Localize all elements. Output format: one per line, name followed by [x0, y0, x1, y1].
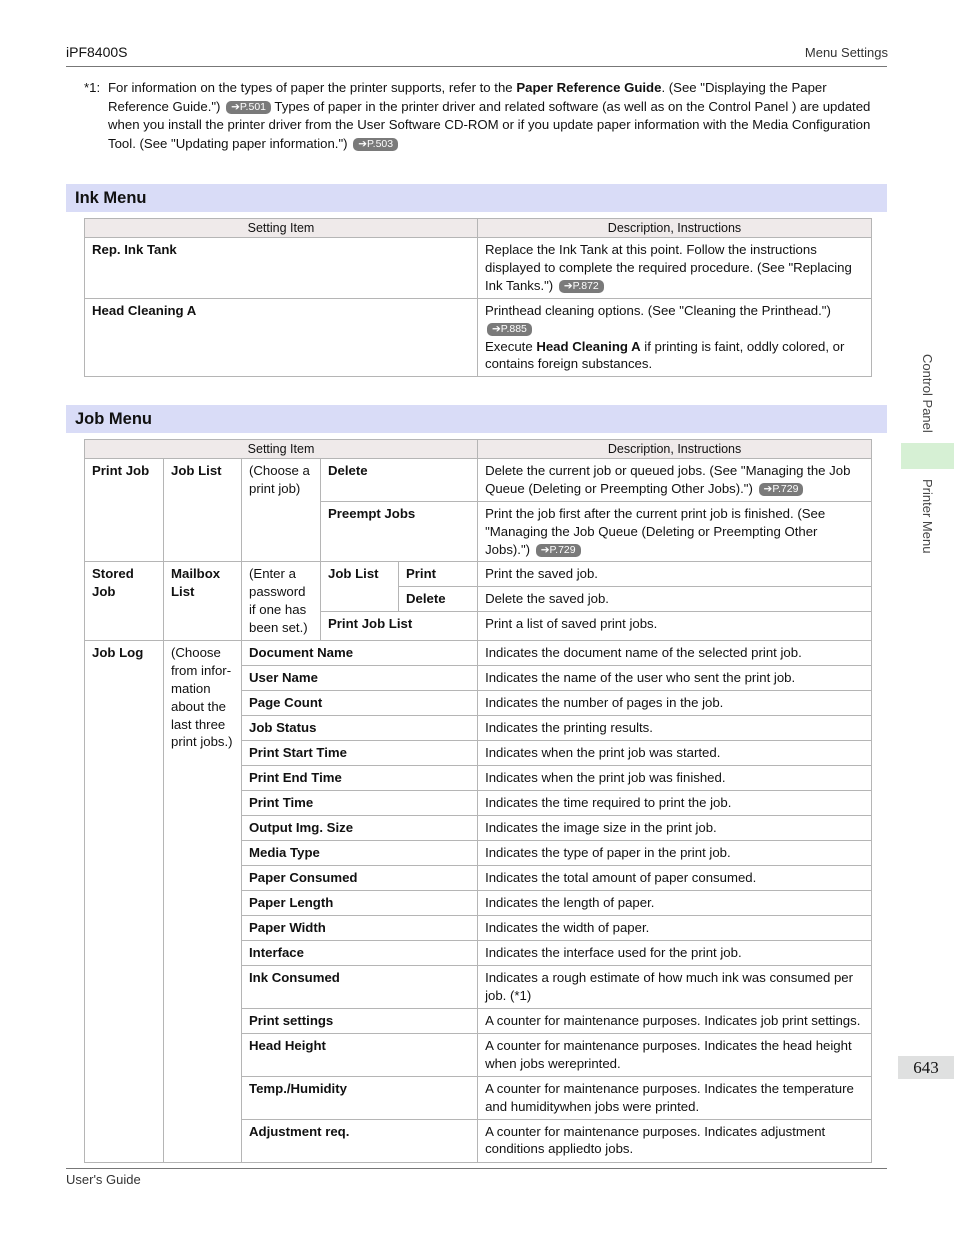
footnote-text: For information on the types of paper the printer supports, refer to the	[108, 80, 517, 95]
footnote-bold: Paper Reference Guide	[516, 80, 662, 95]
log-field-name: Media Type	[242, 841, 478, 866]
setting-item: Head Cleaning A	[85, 299, 478, 377]
menu-item: Preempt Jobs	[321, 502, 478, 562]
menu-item: Print Job List	[321, 612, 478, 641]
log-field-name: User Name	[242, 666, 478, 691]
menu-item: Stored Job	[85, 562, 164, 641]
table-row	[85, 641, 872, 666]
description: A counter for maintenance purposes. Indicates adjustment conditions appliedto jobs.	[478, 1119, 872, 1162]
column-header: Setting Item	[85, 219, 478, 238]
log-field-name: Interface	[242, 941, 478, 966]
footnote	[84, 79, 874, 153]
column-header: Description, Instructions	[478, 219, 872, 238]
footer-text: User's Guide	[66, 1172, 141, 1187]
menu-note: (Choose from information about the last three print jobs.)	[164, 641, 242, 1162]
description: Delete the current job or queued jobs. (See "Managing the Job Queue (Deleting or Preempting Other Jobs).") ➔P.729	[478, 459, 872, 502]
description: Delete the saved job.	[478, 587, 872, 612]
log-field-name: Print Start Time	[242, 741, 478, 766]
log-field-name: Paper Consumed	[242, 866, 478, 891]
footnote-text: Types of paper in the printer driver and related software (as well as on the Control Panel ) are updated when you install the printer driver from the User Software CD-ROM or if you update paper information with the Media Configuration Tool. (See "Updating paper information.")	[108, 98, 871, 151]
table-row	[85, 238, 872, 299]
ink-menu-heading	[66, 184, 887, 212]
description: Indicates a rough estimate of how much ink was consumed per job. (*1)	[478, 966, 872, 1009]
job-menu-heading	[66, 405, 887, 433]
table-row	[85, 299, 872, 377]
log-field-name: Paper Width	[242, 916, 478, 941]
menu-item: Print Job	[85, 459, 164, 562]
menu-note: (Choose a print job)	[242, 459, 321, 562]
page-ref-link[interactable]: ➔P.501	[226, 101, 271, 114]
ink-menu-title: Ink Menu	[75, 189, 147, 207]
column-header: Description, Instructions	[478, 440, 872, 459]
description: A counter for maintenance purposes. Indicates the head height when jobs wereprinted.	[478, 1033, 872, 1076]
log-field-name: Temp./Humidity	[242, 1076, 478, 1119]
side-tab-active-marker	[901, 443, 954, 469]
footnote-text: . (See "Displaying the Paper Reference Guide.")	[108, 80, 827, 114]
description: Print the job first after the current print job is finished. (See "Managing the Job Queue (Deleting or Preempting Other Jobs).") ➔P.729	[478, 502, 872, 562]
menu-note: (Enter a password if one has been set.)	[242, 562, 321, 641]
log-field-name: Print End Time	[242, 766, 478, 791]
page-ref-link[interactable]: ➔P.729	[536, 544, 581, 557]
menu-item: Job Log	[85, 641, 164, 1162]
footnote-mark: *1:	[84, 80, 101, 95]
description: Indicates the width of paper.	[478, 916, 872, 941]
description: Print the saved job.	[478, 562, 872, 587]
description: Indicates the document name of the selected print job.	[478, 641, 872, 666]
side-tab-printer-menu[interactable]: Printer Menu	[920, 479, 935, 554]
menu-item: Job List	[164, 459, 242, 562]
description: Indicates the name of the user who sent the print job.	[478, 666, 872, 691]
log-field-name: Ink Consumed	[242, 966, 478, 1009]
section-title: Menu Settings	[804, 45, 888, 60]
menu-item: Job List	[321, 562, 399, 612]
page-number: 643	[898, 1056, 954, 1079]
description: A counter for maintenance purposes. Indicates job print settings.	[478, 1008, 872, 1033]
description: Indicates the printing results.	[478, 716, 872, 741]
page-ref-link[interactable]: ➔P.885	[487, 323, 532, 336]
menu-item: Delete	[399, 587, 478, 612]
description: Indicates the number of pages in the job.	[478, 691, 872, 716]
document-model: iPF8400S	[66, 44, 128, 60]
log-field-name: Print settings	[242, 1008, 478, 1033]
log-field-name: Head Height	[242, 1033, 478, 1076]
side-tab-control-panel[interactable]: Control Panel	[920, 354, 935, 433]
description: Indicates when the print job was finished.	[478, 766, 872, 791]
description: Indicates the time required to print the job.	[478, 791, 872, 816]
menu-item: Print	[399, 562, 478, 587]
log-field-name: Page Count	[242, 691, 478, 716]
table-row	[85, 459, 872, 502]
description: Indicates the type of paper in the print job.	[478, 841, 872, 866]
page-ref-link[interactable]: ➔P.872	[559, 280, 604, 293]
log-field-name: Print Time	[242, 791, 478, 816]
description: Indicates the image size in the print job.	[478, 816, 872, 841]
description: Print a list of saved print jobs.	[478, 612, 872, 641]
page-ref-link[interactable]: ➔P.503	[353, 138, 398, 151]
menu-item: Delete	[321, 459, 478, 502]
table-row	[85, 562, 872, 587]
description: Indicates the total amount of paper consumed.	[478, 866, 872, 891]
description: Indicates when the print job was started.	[478, 741, 872, 766]
description: Printhead cleaning options. (See "Cleaning the Printhead.") ➔P.885 Execute Head Cleaning A if printing is faint, oddly colored, or contains foreign substances.	[478, 299, 872, 377]
description: Indicates the length of paper.	[478, 891, 872, 916]
header-divider	[66, 66, 887, 67]
log-field-name: Paper Length	[242, 891, 478, 916]
menu-item: Mailbox List	[164, 562, 242, 641]
job-menu-title: Job Menu	[75, 410, 152, 428]
ink-menu-table	[84, 218, 872, 377]
log-field-name: Job Status	[242, 716, 478, 741]
column-header: Setting Item	[85, 440, 478, 459]
job-menu-table	[84, 439, 872, 1163]
log-field-name: Output Img. Size	[242, 816, 478, 841]
page-ref-link[interactable]: ➔P.729	[759, 483, 804, 496]
setting-item: Rep. Ink Tank	[85, 238, 478, 299]
description: Replace the Ink Tank at this point. Follow the instructions displayed to complete the required procedure. (See "Replacing Ink Tanks.") ➔P.872	[478, 238, 872, 299]
log-field-name: Document Name	[242, 641, 478, 666]
log-field-name: Adjustment req.	[242, 1119, 478, 1162]
footer-divider	[66, 1168, 887, 1169]
description: A counter for maintenance purposes. Indicates the temperature and humiditywhen jobs were printed.	[478, 1076, 872, 1119]
description: Indicates the interface used for the print job.	[478, 941, 872, 966]
